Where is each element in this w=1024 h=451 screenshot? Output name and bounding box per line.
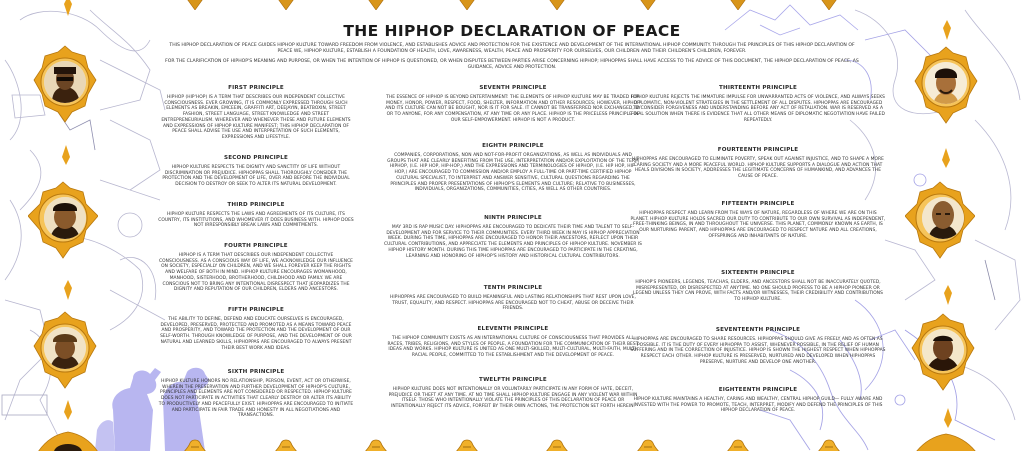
medallion-left-3	[30, 310, 100, 390]
portrait-left-1	[44, 61, 86, 103]
portrait-left-2	[44, 197, 86, 239]
principle-heading: SEVENTEENTH PRINCIPLE	[715, 327, 801, 333]
ornament-icon	[816, 0, 842, 10]
ornament-icon	[544, 0, 570, 10]
principle-4	[158, 243, 354, 293]
principle-text: HIPHOP KULTURE MAINTAINS A HEALTHY, CARING AND WEALTHY, CENTRAL HIPHOP GUILD— FULLY AWARE AND INVESTED WITH THE POWER TO PROMOTE, TEACH, INTERPRET, MODIFY AND DEFEND THE PRINCIPLES OF THIS HIPHOP DECLARATION OF PEACE.	[633, 397, 883, 414]
medallion-right-2	[905, 180, 985, 260]
principle-10	[384, 285, 642, 312]
portrait-right-3	[922, 329, 964, 371]
principle-heading: SIXTH PRINCIPLE	[227, 369, 285, 375]
principle-17	[630, 327, 886, 366]
principle-heading: FIFTEENTH PRINCIPLE	[721, 201, 795, 207]
bottom-border-ornaments	[150, 439, 874, 451]
ornament-icon	[363, 0, 389, 10]
principle-heading: TWELFTH PRINCIPLE	[479, 377, 547, 383]
principle-text: COMPANIES, CORPORATIONS, NON AND NOT-FOR-PROFIT ORGANIZATIONS, AS WELL AS INDIVIDUALS AND GROUPS THAT ARE CLEARLY BENEFITING FROM THE USE, INTERPRETATION AND/OR EXPLOITATION OF THE TERM HIPHOP, (I.E. HIP HOP, HIP-HOP,) AND THE EXPRESSIONS AND TERMINOLOGIES OF HIPHOP, (I.E. HIP HOP, HIP-HOP,) ARE ENCOURAGED TO COMMISSION AND/OR EMPLOY A FULL-TIME OR PART-TIME CERTIFIED HIPHOP CULTURAL SPECIALIST, TO INTERPRET AND ANSWER SENSITIVE, CULTURAL QUESTIONS REGARDING THE PRINCIPLES AND PROPER PRESENTATIONS OF HIPHOP'S ELEMENTS AND CULTURE; RELATIVE TO BUSINESSES, INDIVIDUALS, ORGANIZATIONS, COMMUNITIES, CITIES, AS WELL AS OTHER COUNTRIES.	[387, 153, 639, 193]
ornament-icon	[810, 439, 848, 451]
principle-14	[630, 147, 886, 180]
intro-paragraph-2: FOR THE CLARIFICATION OF HIPHOP'S MEANING AND PURPOSE, OR WHEN THE INTENTION OF HIPHOP IS QUESTIONED, OR WHEN DISPUTES BETWEEN PARTIES ARISE CONCERNING HIPHOP; HIPHOPPAS SHALL HAVE ACCESS TO THE ADVICE OF THIS DOCUMENT, THE HIPHOP DECLARATION OF PEACE, AS GUIDANCE, ADVICE AND PROTECTION.	[165, 59, 859, 70]
principle-3	[158, 202, 354, 229]
principle-heading: FIRST PRINCIPLE	[228, 85, 284, 91]
principle-text: HIPHOPPAS ARE ENCOURAGED TO SHARE RESOURCES. HIPHOPPAS SHOULD GIVE AS FREELY AND AS OFTEN AS POSSIBLE. IT IS THE DUTY OF EVERY HIPHOPPA TO ASSIST, WHENEVER POSSIBLE, IN THE RELIEF OF HUMAN SUFFERING AND IN THE CORRECTION OF INJUSTICE. HIPHOP IS SHOWN THE HIGHEST RESPECT WHEN HIPHOPPAS RESPECT EACH OTHER. HIPHOP KULTURE IS PRESERVED, NURTURED AND DEVELOPED WHEN HIPHOPPAS PRESERVE, NURTURE AND DEVELOP ONE ANOTHER.	[630, 337, 886, 365]
ornament-icon	[635, 0, 661, 10]
medallion-left-4-partial	[38, 426, 98, 451]
principle-15	[630, 201, 886, 240]
principle-heading: FIFTH PRINCIPLE	[227, 307, 284, 313]
principle-text: HIPHOP KULTURE REJECTS THE IMMATURE IMPULSE FOR UNWARRANTED ACTS OF VIOLENCE, AND ALWAYS SEEKS DIPLOMATIC, NON-VIOLENT STRATEGIES IN THE SETTLEMENT OF ALL DISPUTES. HIPHOPPAS ARE ENCOURAGED TO CONSIDER FORGIVENESS AND UNDERSTANDING BEFORE ANY ACT OF RETALIATION. WAR IS RESERVED AS A FINAL SOLUTION WHEN THERE IS EVIDENCE THAT ALL OTHER MEANS OF DIPLOMATIC NEGOTIATION HAVE FAILED REPEATEDLY.	[631, 95, 885, 123]
chain-connector-icon	[61, 145, 71, 165]
principle-text: HIPHOPPAS RESPECT AND LEARN FROM THE WAYS OF NATURE, REGARDLESS OF WHERE WE ARE ON THIS PLANET. HIPHOP KULTURE HOLDS SACRED OUR DUTY TO CONTRIBUTE TO OUR OWN SURVIVAL AS INDEPENDENT, FREE-THINKING BEINGS, IN AND THROUGHOUT THE UNIVERSE. THIS PLANET, COMMONLY KNOWN AS EARTH, IS OUR NURTURING PARENT, AND HIPHOPPAS ARE ENCOURAGED TO RESPECT NATURE AND ALL CREATIONS, OFFSPRINGS AND INHABITANTS OF NATURE.	[630, 211, 886, 239]
principle-12	[384, 377, 642, 410]
principle-13	[630, 85, 886, 124]
principle-text: HIPHOP'S PIONEERS, LEGENDS, TEACHAS, ELDERS, AND ANCESTORS SHALL NOT BE INACCURATELY QUOTED, MISREPRESENTED, OR DISRESPECTED AT ANYTIME. NO ONE SHOULD PROFESS TO BE A HIPHOP PIONEER OR LEGEND UNLESS THEY CAN PROVE, WITH FACTS AND/OR WITNESSES, THEIR CREDIBILITY AND CONTRIBUTIONS TO HIPHOP KULTURE.	[633, 280, 883, 303]
principle-text: THE ESSENCE OF HIPHOP IS BEYOND ENTERTAINMENT: THE ELEMENTS OF HIPHOP KULTURE MAY BE TRADED FOR MONEY, HONOR, POWER, RESPECT, FOOD, SHELTER, INFORMATION AND OTHER RESOURCES; HOWEVER, HIPHOP AND ITS CULTURE CAN NOT BE BOUGHT, NOR IS IT FOR SALE. IT CANNOT BE TRANSFERRED NOR EXCHANGED, BY OR TO ANYONE, FOR ANY COMPENSATION, AT ANY TIME OR ANY PLACE. HIPHOP IS THE PRICELESS PRINCIPLE OF OUR SELF-EMPOWERMENT. HIPHOP IS NOT A PRODUCT.	[385, 95, 641, 123]
principle-text: MAY 3RD IS RAP MUSIC DAY. HIPHOPPAS ARE ENCOURAGED TO DEDICATE THEIR TIME AND TALENT TO SELF-DEVELOPMENT AND FOR SERVICE TO THEIR COMMUNITIES. EVERY THIRD WEEK IN MAY IS HIPHOP APPRECIATION WEEK. DURING THIS TIME, HIPHOPPAS ARE ENCOURAGED TO HONOR THEIR ANCESTORS, REFLECT UPON THEIR CULTURAL CONTRIBUTIONS, AND APPRECIATE THE ELEMENTS AND PRINCIPLES OF HIPHOP KULTURE. NOVEMBER IS HIPHOP HISTORY MONTH. DURING THIS TIME HIPHOPPAS ARE ENCOURAGED TO PARTICIPATE IN THE CREATING, LEARNING AND HONORING OF HIPHOP'S HISTORY AND HISTORICAL CULTURAL CONTRIBUTORS.	[384, 225, 642, 259]
portrait-left-3	[44, 327, 86, 369]
principle-heading: SIXTEENTH PRINCIPLE	[721, 270, 795, 276]
medallion-right-1	[911, 45, 981, 125]
top-border-ornaments	[150, 0, 874, 10]
principle-16	[630, 270, 886, 303]
principle-text: HIPHOP (HIP'HOP) IS A TERM THAT DESCRIBES OUR INDEPENDENT COLLECTIVE CONSCIOUSNESS. EVER GROWING, IT IS COMMONLY EXPRESSED THROUGH SUCH ELEMENTS AS BREAKIN, EMCEEIN, GRAFFITI ART, DEEJAYIN, BEATBOXIN, STREET FASHION, STREET LANGUAGE, STREET KNOWLEDGE AND STREET ENTREPRENEURIALISM. WHEREVER AND WHENEVER THESE AND FUTURE ELEMENTS AND EXPRESSIONS OF HIPHOP KULTURE MANIFEST; THIS HIPHOP DECLARATION OF PEACE SHALL ADVISE THE USE AND INTERPRETATION OF SUCH ELEMENTS, EXPRESSIONS AND LIFESTYLE.	[161, 95, 351, 140]
ornament-icon	[357, 439, 395, 451]
chain-connector-icon	[63, 280, 73, 300]
principle-text: HIPHOPPAS ARE ENCOURAGED TO BUILD MEANINGFUL AND LASTING RELATIONSHIPS THAT REST UPON LOVE, TRUST, EQUALITY, AND RESPECT. HIPHOPPAS ARE ENCOURAGED NOT TO CHEAT, ABUSE OR DECEIVE THEIR FRIENDS.	[390, 295, 636, 312]
principle-5	[158, 307, 354, 351]
chain-connector-icon	[63, 0, 73, 16]
principle-11	[384, 326, 642, 359]
portrait-right-1	[925, 62, 967, 104]
ornament-icon	[176, 439, 214, 451]
ornament-icon	[273, 0, 299, 10]
principle-heading: THIRTEENTH PRINCIPLE	[718, 85, 798, 91]
medallion-left-1	[30, 44, 100, 124]
principle-text: HIPHOPPAS ARE ENCOURAGED TO ELIMINATE POVERTY, SPEAK OUT AGAINST INJUSTICE, AND TO SHAPE A MORE CARING SOCIETY AND A MORE PEACEFUL WORLD. HIPHOP KULTURE SUPPORTS A DIALOGUE AND ACTION THAT HEALS DIVISIONS IN SOCIETY, ADDRESSES THE LEGITIMATE CONCERNS OF HUMANKIND, AND ADVANCES THE CAUSE OF PEACE.	[632, 157, 884, 180]
principle-text: HIPHOP IS A TERM THAT DESCRIBES OUR INDEPENDENT COLLECTIVE CONSCIOUSNESS. AS A CONSCIOUS WAY OF LIFE, WE ACKNOWLEDGE OUR INFLUENCE ON SOCIETY, ESPECIALLY ON CHILDREN, AND WE SHALL FOREVER KEEP THE RIGHTS AND WELFARE OF BOTH IN MIND. HIPHOP KULTURE ENCOURAGES WOMANHOOD, MANHOOD, SISTERHOOD, BROTHERHOOD, CHILDHOOD AND FAMILY. WE ARE CONSCIOUS NOT TO BRING ANY INTENTIONAL DISRESPECT THAT JEOPARDIZES THE DIGNITY AND REPUTATION OF OUR CHILDREN, ELDERS AND ANCESTORS.	[158, 253, 354, 293]
principle-6	[158, 369, 354, 419]
principle-heading: ELEVENTH PRINCIPLE	[477, 326, 549, 332]
principle-9	[384, 215, 642, 259]
principle-heading: SECOND PRINCIPLE	[223, 155, 289, 161]
principle-heading: NINTH PRINCIPLE	[484, 215, 542, 221]
principle-text: HIPHOP KULTURE DOES NOT INTENTIONALLY OR VOLUNTARILY PARTICIPATE IN ANY FORM OF HATE, DECEIT, PREJUDICE OR THEFT AT ANY TIME. AT NO TIME SHALL HIPHOP KULTURE ENGAGE IN ANY VIOLENT WAR WITHIN ITSELF. THOSE WHO INTENTIONALLY VIOLATE THE PRINCIPLES OF THIS DECLARATION OF PEACE OR INTENTIONALLY REJECT ITS ADVICE, FORFEIT BY THEIR OWN ACTIONS, THE PROTECTION SET FORTH HEREIN.	[388, 387, 638, 410]
portrait-right-2	[922, 197, 964, 239]
ornament-icon	[182, 0, 208, 10]
principle-text: HIPHOP KULTURE HONORS NO RELATIONSHIP, PERSON, EVENT, ACT OR OTHERWISE, WHEREIN THE PRESERVATION AND FURTHER DEVELOPMENT OF HIPHOP'S CULTURE, PRINCIPLES AND ELEMENTS ARE NOT CONSIDERED OR RESPECTED. HIPHOP KULTURE DOES NOT PARTICIPATE IN ACTIVITIES THAT CLEARLY DESTROY OR ALTER ITS ABILITY TO PRODUCTIVELY AND PEACEFULLY EXIST. HIPHOPPAS ARE ENCOURAGED TO INITIATE AND PARTICIPATE IN FAIR TRADE AND HONESTY IN ALL NEGOTIATIONS AND TRANSACTIONS.	[158, 379, 354, 419]
chain-connector-icon	[63, 400, 73, 420]
principle-heading: TENTH PRINCIPLE	[483, 285, 543, 291]
medallion-left-2	[28, 180, 104, 260]
principle-heading: FOURTEENTH PRINCIPLE	[717, 147, 799, 153]
chain-connector-icon	[943, 408, 953, 428]
chain-connector-icon	[941, 148, 951, 168]
ornament-icon	[719, 439, 757, 451]
principle-heading: THIRD PRINCIPLE	[227, 202, 285, 208]
principle-text: THE HIPHOP COMMUNITY EXISTS AS AN INTERNATIONAL CULTURE OF CONSCIOUSNESS THAT PROVIDES ALL RACES, TRIBES, RELIGIONS, AND STYLES OF PEOPLE, A FOUNDATION FOR THE COMMUNICATION OF THEIR BEST IDEAS AND WORKS. HIPHOP KULTURE IS UNITED AS ONE MULTI-SKILLED, MULTI-CULTURAL, MULTI-FAITH, MULTI-RACIAL PEOPLE, COMMITTED TO THE ESTABLISHMENT AND THE DEVELOPMENT OF PEACE.	[387, 336, 639, 359]
chain-connector-icon	[943, 285, 953, 305]
ornament-icon	[454, 0, 480, 10]
ornament-icon	[629, 439, 667, 451]
principle-heading: EIGHTH PRINCIPLE	[482, 143, 544, 149]
principle-text: HIPHOP KULTURE RESPECTS THE LAWS AND AGREEMENTS OF ITS CULTURE, ITS COUNTRY, ITS INSTITUTIONS, AND WHOMEVER IT DOES BUSINESS WITH. HIPHOP DOES NOT IRRESPONSIBLY BREAK LAWS AND COMMITMENTS.	[158, 212, 354, 229]
principle-heading: FOURTH PRINCIPLE	[224, 243, 288, 249]
intro-paragraph-1: THIS HIPHOP DECLARATION OF PEACE GUIDES HIPHOP KULTURE TOWARD FREEDOM FROM VIOLENCE, AND ESTABLISHES ADVICE AND PROTECTION FOR THE EXISTENCE AND DEVELOPMENT OF THE INTERNATIONAL HIPHOP COMMUNITY. THROUGH THE PRINCIPLES OF THIS HIPHOP DECLARATION OF PEACE WE, HIPHOP KULTURE, ESTABLISH A FOUNDATION OF HEALTH, LOVE, AWARENESS, WEALTH, PEACE AND PROSPERITY FOR OURSELVES, OUR CHILDREN AND THEIR CHILDREN'S CHILDREN, FOREVER.	[169, 43, 855, 54]
principle-8	[384, 143, 642, 193]
medallion-right-4-partial	[916, 430, 976, 451]
principle-heading: SEVENTH PRINCIPLE	[479, 85, 547, 91]
ornament-icon	[725, 0, 751, 10]
page-title: THE HIPHOP DECLARATION OF PEACE	[343, 22, 681, 40]
principle-text: THE ABILITY TO DEFINE, DEFEND AND EDUCATE OURSELVES IS ENCOURAGED, DEVELOPED, PRESERVED, PROTECTED AND PROMOTED AS A MEANS TOWARD PEACE AND PROSPERITY, AND TOWARD THE PROTECTION AND THE DEVELOPMENT OF OUR SELF-WORTH. THROUGH KNOWLEDGE OF PURPOSE, AND THE DEVELOPMENT OF OUR NATURAL AND LEARNED SKILLS, HIPHOPPAS ARE ENCOURAGED TO ALWAYS PRESENT THEIR BEST WORK AND IDEAS.	[160, 317, 352, 351]
medallion-right-3	[908, 312, 978, 392]
principle-text: HIPHOP KULTURE RESPECTS THE DIGNITY AND SANCTITY OF LIFE WITHOUT DISCRIMINATION OR PREJUDICE. HIPHOPPAS SHALL THOROUGHLY CONSIDER THE PROTECTION AND THE DEVELOPMENT OF LIFE, OVER AND BEFORE THE INDIVIDUAL DECISION TO DESTROY OR SEEK TO ALTER ITS NATURAL DEVELOPMENT.	[162, 165, 350, 188]
ornament-icon	[538, 439, 576, 451]
principle-heading: EIGHTEENTH PRINCIPLE	[718, 387, 798, 393]
principle-7	[384, 85, 642, 124]
principle-1	[158, 85, 354, 141]
principle-18	[630, 387, 886, 414]
ornament-icon	[448, 439, 486, 451]
principle-2	[158, 155, 354, 188]
ornament-icon	[267, 439, 305, 451]
